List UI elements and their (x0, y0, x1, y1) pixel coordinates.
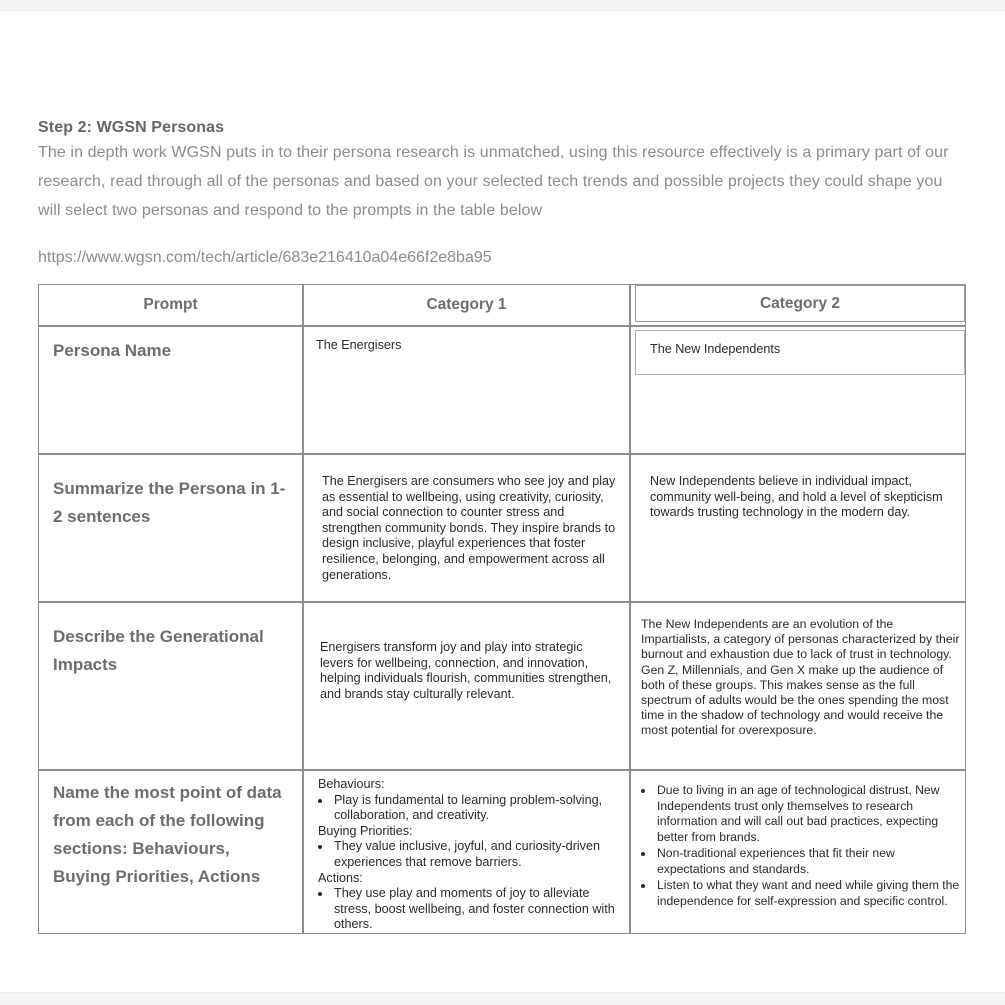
category-2-header-box (635, 285, 965, 322)
table-row-persona-name (38, 326, 966, 454)
cell-prompt-persona-name[interactable]: Persona Name (38, 326, 303, 454)
document-body (38, 119, 968, 934)
actions-section (318, 871, 620, 933)
category2-bullet-list (643, 783, 961, 909)
cell-category1-summarize[interactable]: The Energisers are consumers who see joy and play as essential to wellbeing, using creativity, curiosity, and social connection to counter stress and strengthen community bonds. They inspire brands to design inclusive, playful experiences that foster resilience, belonging, and empowerment across all generations. (303, 454, 630, 602)
table-header-row (38, 284, 966, 326)
cell-category1-persona-name[interactable]: The Energisers (303, 326, 630, 454)
header-cell-prompt[interactable]: Prompt (38, 284, 303, 326)
cell-prompt-key-data[interactable]: Name the most point of data from each of the following sections: Behaviours, Buying Priorities, Actions (38, 770, 303, 934)
header-label-category-2: Category 2 (759, 294, 841, 312)
personas-table (38, 284, 966, 934)
bullet-item: • Play is fundamental to learning problem-solving, collaboration, and creativity. (332, 793, 620, 824)
actions-label: Actions: (318, 870, 363, 885)
cell-category1-key-data[interactable] (303, 770, 630, 934)
bullet-item: • Non-traditional experiences that fit their new expectations and standards. (655, 846, 961, 877)
behaviours-section (318, 777, 620, 824)
bullet-item: • Due to living in an age of technological distrust, New Independents trust only themselves to research information and will call out bad practices, expecting better from brands. (655, 783, 961, 845)
table-row-generational-impacts (38, 602, 966, 770)
cell-category1-generational[interactable]: Energisers transform joy and play into strategic levers for wellbeing, connection, and innovation, helping individuals flourish, communities strengthen, and brands stay culturally relevant. (303, 602, 630, 770)
behaviours-label: Behaviours: (318, 777, 385, 791)
page-margin-top (0, 0, 1005, 11)
bullet-item: • They value inclusive, joyful, and curiosity-driven experiences that remove barriers. (332, 839, 620, 870)
bullet-item: • Listen to what they want and need while giving them the independence for self-expression and specific control. (655, 878, 961, 909)
table-row-summarize-persona (38, 454, 966, 602)
category2-persona-name-box: The New Independents (635, 330, 965, 375)
buying-priorities-bullet-list (318, 839, 620, 870)
buying-priorities-section (318, 824, 620, 871)
bullet-item: • They use play and moments of joy to alleviate stress, boost wellbeing, and foster connection with others. (332, 886, 620, 933)
cell-category2-key-data[interactable] (630, 770, 966, 934)
section-heading: Step 2: WGSN Personas (38, 119, 225, 136)
intro-paragraph: The in depth work WGSN puts in to their persona research is unmatched, using this resource effectively is a primary part of our research, read through all of the personas and based on your selected tech trends and possible projects they could shape you will select two personas and respond to the prompts in the table below (38, 144, 949, 219)
wgsn-article-url[interactable]: https://www.wgsn.com/tech/article/683e216410a04e66f2e8ba95 (38, 249, 492, 266)
header-cell-category-2[interactable] (630, 284, 966, 326)
behaviours-bullet-list (318, 793, 620, 824)
cell-category2-persona-name[interactable] (630, 326, 966, 454)
cell-category2-generational[interactable]: The New Independents are an evolution of the Impartialists, a category of personas characterized by their burnout and exhaustion due to lack of trust in technology. Gen Z, Millennials, and Gen X make up the audience of both of these groups. This makes sense as the full spectrum of adults would be the ones spending the most time in the shadow of technology and would receive the most potential for overexposure. (630, 602, 966, 770)
header-cell-category-1[interactable]: Category 1 (303, 284, 630, 326)
actions-bullet-list (318, 886, 620, 933)
cell-prompt-generational[interactable]: Describe the Generational Impacts (38, 602, 303, 770)
table-row-key-data-points (38, 770, 966, 934)
page-margin-bottom (0, 992, 1005, 1005)
buying-priorities-label: Buying Priorities: (318, 823, 413, 838)
cell-category2-summarize[interactable]: New Independents believe in individual impact, community well-being, and hold a level of skepticism towards trusting technology in the modern day. (630, 454, 966, 602)
cell-prompt-summarize[interactable]: Summarize the Persona in 1-2 sentences (38, 454, 303, 602)
